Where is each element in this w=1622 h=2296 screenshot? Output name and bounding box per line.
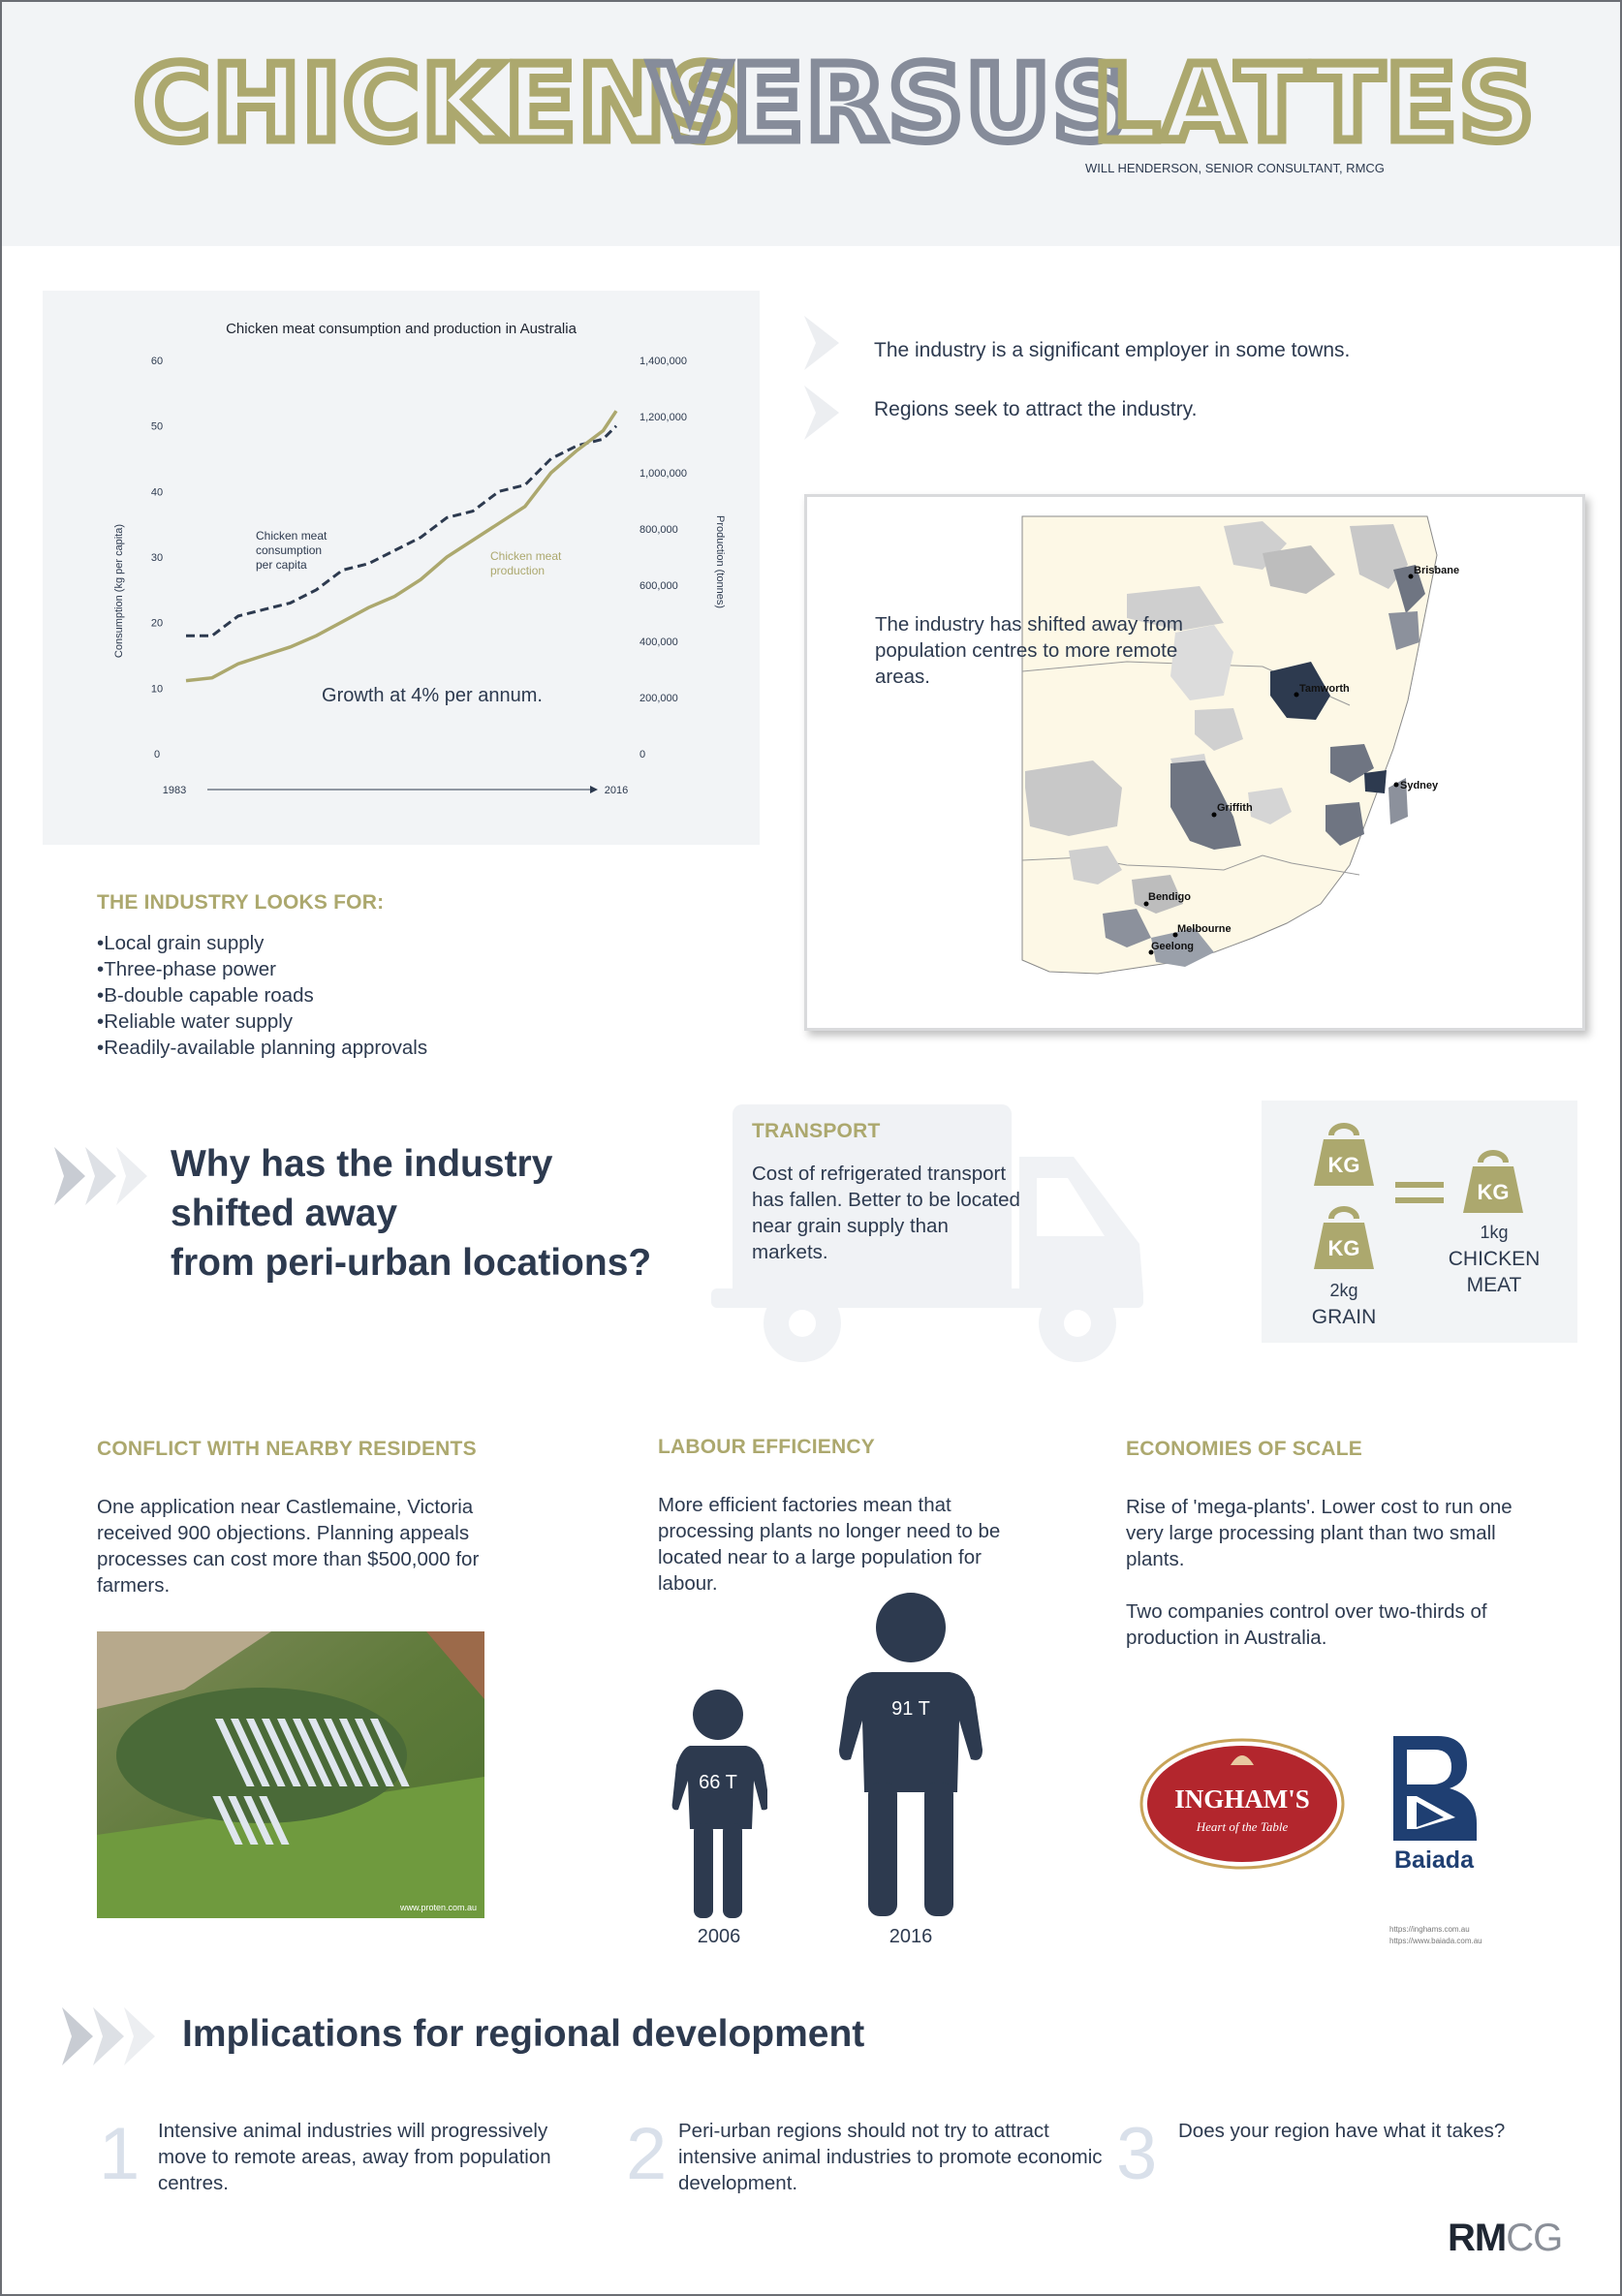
inghams-wordmark: INGHAM'S xyxy=(1174,1784,1310,1814)
map-landmass xyxy=(1022,516,1437,974)
source-baiada: https://www.baiada.com.au xyxy=(1389,1937,1482,1945)
grain-label: GRAIN xyxy=(1311,1306,1377,1328)
y2-tick-label: 400,000 xyxy=(639,636,678,648)
y-tick-label: 50 xyxy=(150,420,164,433)
value-2016: 91 T xyxy=(891,1698,930,1720)
year-2006: 2006 xyxy=(697,1926,741,1947)
point-regions: Regions seek to attract the industry. xyxy=(874,398,1198,420)
map-label-melbourne: Melbourne xyxy=(1177,923,1232,935)
meat-label-2: MEAT xyxy=(1466,1274,1522,1296)
implication-text-2: Peri-urban regions should not try to attract intensive animal industries to promote economic development. xyxy=(678,2120,1103,2194)
source-inghams: https://inghams.com.au xyxy=(1389,1925,1470,1934)
byline: WILL HENDERSON, SENIOR CONSULTANT, RMCG xyxy=(1085,161,1385,175)
y2-tick-label: 800,000 xyxy=(639,524,678,536)
y-tick-label: 20 xyxy=(150,617,164,630)
logo-cg: CG xyxy=(1506,2217,1563,2259)
looks-for-heading: THE INDUSTRY LOOKS FOR: xyxy=(97,891,385,914)
y2-tick-label: 200,000 xyxy=(639,693,678,704)
person-icon-2006 xyxy=(661,1688,767,1920)
triple-chevron-icon xyxy=(52,1145,159,1207)
implication-number-3: 3 xyxy=(1116,2113,1158,2195)
region-map xyxy=(807,497,1582,1028)
list-item: • Readily-available planning approvals xyxy=(97,1035,427,1061)
baiada-logo xyxy=(1388,1732,1484,1874)
list-item: • Three-phase power xyxy=(97,956,427,982)
map-label-sydney: Sydney xyxy=(1400,780,1439,791)
scale-heading: ECONOMIES OF SCALE xyxy=(1126,1438,1362,1460)
x-start-label: 1983 xyxy=(162,785,187,796)
list-item: • B-double capable roads xyxy=(97,982,427,1008)
equals-bar-bottom xyxy=(1395,1197,1444,1203)
point-employer: The industry is a significant employer in some towns. xyxy=(874,339,1351,361)
equals-bar-top xyxy=(1395,1182,1444,1188)
implication-text-1: Intensive animal industries will progressively move to remote areas, away from population centres. xyxy=(158,2120,551,2194)
baiada-wordmark: Baiada xyxy=(1394,1846,1474,1874)
growth-annotation: Growth at 4% per annum. xyxy=(322,685,543,706)
map-label-tamworth: Tamworth xyxy=(1299,683,1350,695)
kg-label: KG xyxy=(1477,1180,1510,1204)
labour-heading: LABOUR EFFICIENCY xyxy=(658,1436,875,1458)
weight-icon-meat xyxy=(1459,1149,1527,1217)
map-panel xyxy=(804,494,1585,1031)
map-region xyxy=(1364,770,1387,793)
grain-amount: 2kg xyxy=(1329,1281,1358,1300)
map-label-bendigo: Bendigo xyxy=(1148,891,1191,903)
looks-for-list xyxy=(97,930,427,1061)
x-axis-arrowhead xyxy=(590,786,598,793)
series-consumption-line xyxy=(186,426,616,636)
y2-tick-label: 1,200,000 xyxy=(639,412,687,423)
weight-icon-grain-1 xyxy=(1310,1122,1378,1190)
y-axis-label: Consumption (kg per capita) xyxy=(113,523,125,659)
conflict-text: One application near Castlemaine, Victoria received 900 objections. Planning appeals processes can cost more than $500,000 for farmers. xyxy=(97,1496,480,1597)
legend-production: Chicken meat production xyxy=(490,549,562,577)
map-caption: The industry has shifted away from population centres to more remote areas. xyxy=(875,613,1183,688)
why-heading xyxy=(171,1139,651,1288)
city-dot-brisbane xyxy=(1409,574,1414,579)
transport-text: Cost of refrigerated transport has fallen. Better to be located near grain supply than markets. xyxy=(752,1163,1020,1263)
kg-label: KG xyxy=(1327,1153,1360,1177)
list-item: • Reliable water supply xyxy=(97,1008,427,1035)
map-label-geelong: Geelong xyxy=(1151,941,1195,952)
title-word-versus: VERSUS xyxy=(649,44,1130,165)
legend-consumption: Chicken meat consumption per capita xyxy=(256,529,328,572)
title-word-lattes: LATTES xyxy=(1093,44,1537,165)
triple-chevron-icon-2 xyxy=(60,2005,167,2067)
y2-tick-label: 1,000,000 xyxy=(639,468,687,480)
map-label-brisbane: Brisbane xyxy=(1414,565,1460,576)
meat-label-1: CHICKEN xyxy=(1448,1248,1541,1270)
y2-axis-label: Production (tonnes) xyxy=(714,515,726,608)
why-line-3: from peri-urban locations? xyxy=(171,1242,652,1284)
implication-number-2: 2 xyxy=(626,2113,668,2195)
x-end-label: 2016 xyxy=(604,785,629,796)
list-item: • Local grain supply xyxy=(97,930,427,956)
labour-text: More efficient factories mean that processing plants no longer need to be located near to a large population for labour. xyxy=(658,1494,1001,1595)
logo-sources xyxy=(1389,1924,1482,1947)
city-dot-tamworth xyxy=(1294,693,1299,698)
y2-tick-label: 0 xyxy=(639,749,646,760)
implications-heading: Implications for regional development xyxy=(182,2013,865,2055)
scale-text-1: Rise of 'mega-plants'. Lower cost to run one very large processing plant than two small plants. xyxy=(1126,1496,1513,1570)
photo-credit: www.proten.com.au xyxy=(399,1903,477,1912)
person-icon-2016 xyxy=(837,1593,984,1918)
chart-title: Chicken meat consumption and production in Australia xyxy=(226,321,577,337)
y-tick-label: 0 xyxy=(153,749,161,760)
map-label-griffith: Griffith xyxy=(1217,802,1253,814)
value-2006: 66 T xyxy=(699,1772,737,1793)
city-dot-sydney xyxy=(1394,783,1399,788)
inghams-tagline: Heart of the Table xyxy=(1196,1819,1289,1834)
aerial-farm-photo xyxy=(97,1631,484,1918)
year-2016: 2016 xyxy=(889,1926,933,1947)
transport-heading: TRANSPORT xyxy=(752,1120,881,1142)
header-band xyxy=(2,2,1620,246)
title-word-chickens: CHICKENS xyxy=(134,44,745,165)
rmcg-logo xyxy=(1448,2217,1562,2260)
y-tick-label: 60 xyxy=(150,356,164,367)
chevron-icon-2 xyxy=(802,384,841,442)
implication-text-3: Does your region have what it takes? xyxy=(1178,2120,1506,2142)
meat-label xyxy=(1436,1246,1552,1298)
scale-text-2: Two companies control over two-thirds of production in Australia. xyxy=(1126,1600,1487,1649)
chart-panel xyxy=(43,291,760,845)
inghams-logo xyxy=(1138,1736,1347,1872)
logo-rm: RM xyxy=(1448,2217,1507,2259)
line-chart xyxy=(43,291,760,845)
y2-tick-label: 1,400,000 xyxy=(639,356,687,367)
y-tick-label: 30 xyxy=(150,552,164,564)
meat-amount: 1kg xyxy=(1480,1223,1509,1242)
y2-tick-label: 600,000 xyxy=(639,580,678,592)
conflict-heading: CONFLICT WITH NEARBY RESIDENTS xyxy=(97,1438,477,1460)
conversion-panel xyxy=(1262,1101,1577,1343)
city-dot-griffith xyxy=(1212,813,1217,818)
weight-icon-grain-2 xyxy=(1310,1205,1378,1273)
why-line-1: Why has the industry xyxy=(171,1143,553,1185)
y-tick-label: 40 xyxy=(150,486,164,499)
why-line-2: shifted away xyxy=(171,1193,398,1234)
y-tick-label: 10 xyxy=(150,683,164,696)
chevron-icon-1 xyxy=(802,314,841,372)
implication-number-1: 1 xyxy=(99,2113,140,2195)
kg-label: KG xyxy=(1327,1236,1360,1260)
